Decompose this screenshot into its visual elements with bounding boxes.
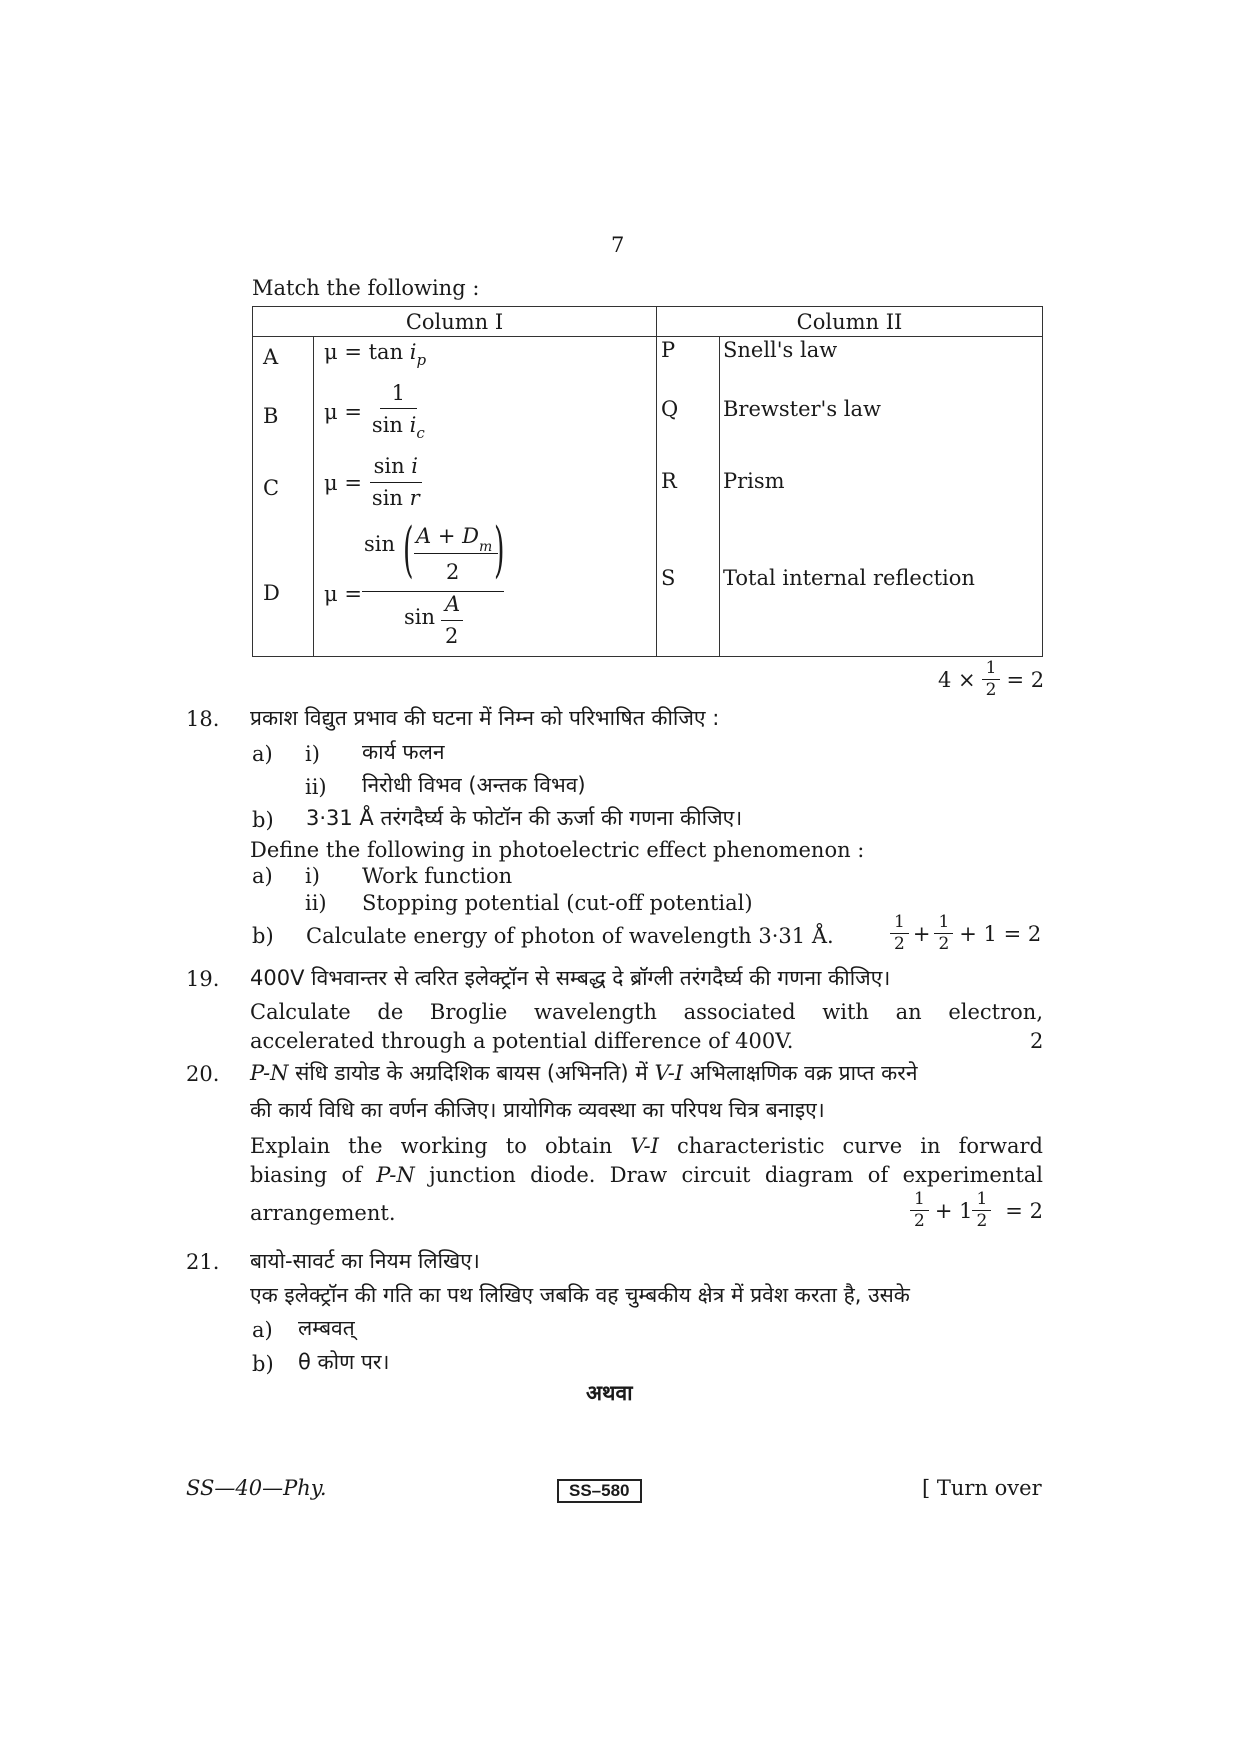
a-plus-d: A + D	[416, 524, 479, 548]
q19-number: 19.	[186, 967, 220, 991]
subscript-m: m	[478, 539, 493, 555]
bottom-fraction-bar	[441, 620, 463, 621]
text: characteristic curve in forward	[658, 1134, 1043, 1158]
numerator: 1	[982, 660, 1001, 680]
text: biasing of	[250, 1163, 377, 1187]
q21-b-text: θ कोण पर।	[298, 1350, 390, 1374]
q18-en-i-label: i)	[305, 864, 320, 888]
sin-text: sin	[371, 413, 403, 437]
label-a: A	[263, 345, 279, 369]
text: अभिलाक्षणिक वक्र प्राप्त करने	[683, 1061, 918, 1085]
numerator: 1	[890, 914, 909, 934]
marks-total: = 2	[1006, 667, 1045, 692]
footer-left: SS—40—Phy.	[186, 1476, 327, 1500]
numerator	[370, 456, 422, 483]
main-fraction-bar	[362, 591, 504, 592]
denominator: 2	[894, 934, 905, 954]
label-b: B	[263, 404, 279, 428]
q18-en-a-label: a)	[252, 864, 273, 888]
q21-hi-line1: बायो-सावर्ट का नियम लिखिए।	[250, 1249, 480, 1273]
marks-prefix: 4 ×	[938, 667, 976, 692]
numerator: 1	[380, 383, 417, 409]
q20-number: 20.	[186, 1062, 220, 1086]
sin-text: sin	[371, 486, 403, 510]
bottom-denominator-2: 2	[445, 624, 459, 648]
vi-term: V-I	[630, 1134, 659, 1158]
q18-en-i: Work function	[362, 864, 513, 888]
marks-q20	[908, 1191, 1043, 1230]
inner-fraction-bar	[414, 553, 498, 554]
numerator-a-plus-d	[416, 524, 492, 555]
q20-hi-line1	[250, 1059, 918, 1087]
right-label-cell	[657, 337, 720, 657]
text-brewsters-law: Brewster's law	[723, 397, 881, 421]
q21-b-label: b)	[252, 1352, 274, 1376]
i-var: i	[411, 454, 419, 478]
q18-en-b: Calculate energy of photon of wavelength 3·31 Å.	[306, 924, 834, 948]
q20-en-line3: arrangement.	[250, 1201, 396, 1225]
q18-en-stem: Define the following in photoelectric effect phenomenon :	[250, 838, 865, 862]
right-text-cell	[720, 337, 1043, 657]
q18-en-ii-label: ii)	[305, 891, 327, 915]
bottom-numerator-a: A	[445, 592, 461, 616]
label-s: S	[661, 566, 676, 590]
label-r: R	[661, 469, 677, 493]
marks-q17	[938, 660, 1044, 699]
left-label-cell	[253, 337, 314, 657]
marks-q18	[888, 914, 1041, 953]
half-fraction	[982, 660, 1001, 699]
marks-total: = 2	[1005, 1198, 1043, 1223]
column-ii-header: Column II	[657, 307, 1043, 337]
q19-en-line1: Calculate de Broglie wavelength associated with an electron,	[250, 1000, 1043, 1024]
formula-d-mu: μ =	[324, 582, 362, 606]
column-i-header: Column I	[253, 307, 657, 337]
r-var: r	[409, 486, 420, 510]
paren-open: (	[403, 515, 414, 585]
plus-sign: +	[912, 921, 931, 946]
label-p: P	[661, 338, 676, 362]
pn-term: P-N	[250, 1061, 289, 1085]
denominator: 2	[976, 1211, 988, 1231]
numerator: 1	[910, 1191, 929, 1211]
half-fraction	[972, 1191, 991, 1230]
q18-hi-i: कार्य फलन	[362, 740, 445, 764]
q20-hi-line2: की कार्य विधि का वर्णन कीजिए। प्रायोगिक व्यवस्था का परिपथ चित्र बनाइए।	[250, 1098, 825, 1122]
or-separator: अथवा	[586, 1381, 633, 1405]
q19-en-line2: accelerated through a potential difference of 400V.	[250, 1029, 794, 1053]
denominator: 2	[985, 680, 997, 700]
formula-a	[324, 340, 426, 369]
denominator	[368, 409, 429, 441]
label-d: D	[263, 581, 280, 605]
mu-symbol: μ =	[324, 340, 362, 364]
footer-code-box: SS–580	[557, 1479, 642, 1503]
q20-en-line1	[250, 1134, 1043, 1158]
q18-hi-b-label: b)	[252, 808, 274, 832]
label-c: C	[263, 476, 280, 500]
denominator: 2	[914, 1211, 925, 1231]
i-var: i	[409, 413, 417, 437]
q19-marks: 2	[1030, 1029, 1044, 1053]
page-number: 7	[611, 233, 625, 257]
tan-text: tan	[368, 340, 404, 364]
denominator: 2	[938, 934, 950, 954]
text-snells-law: Snell's law	[723, 338, 838, 362]
text: Explain the working to obtain	[250, 1134, 631, 1158]
fraction	[368, 383, 429, 441]
half-fraction	[890, 914, 909, 953]
formula-d-sin-top: sin	[364, 532, 396, 556]
subscript-c: c	[416, 424, 425, 442]
q21-a-text: लम्बवत्	[298, 1316, 355, 1340]
q20-en-line2	[250, 1163, 1043, 1187]
text-total-internal-reflection: Total internal reflection	[723, 566, 975, 590]
q18-hi-ii: निरोधी विभव (अन्तक विभव)	[362, 773, 586, 797]
i-var: i	[409, 340, 417, 364]
q18-hi-i-label: i)	[305, 742, 320, 766]
q19-hindi: 400V विभवान्तर से त्वरित इलेक्ट्रॉन से सम्बद्ध दे ब्रॉग्ली तरंगदैर्घ्य की गणना कीजिए।	[250, 966, 891, 990]
fraction	[368, 456, 424, 509]
footer-turn-over: [ Turn over	[922, 1476, 1042, 1500]
half-fraction	[934, 914, 953, 953]
q18-en-b-label: b)	[252, 924, 274, 948]
plus-one: + 1	[934, 1198, 973, 1223]
text: संधि डायोड के अग्रदिशिक बायस (अभिनति) में	[288, 1061, 655, 1085]
half-fraction	[910, 1191, 929, 1230]
q21-number: 21.	[186, 1250, 220, 1274]
q18-number: 18.	[186, 707, 220, 731]
marks-total: + 1 = 2	[959, 921, 1042, 946]
numerator: 1	[972, 1191, 991, 1211]
match-intro: Match the following :	[252, 276, 480, 300]
sin-text: sin	[373, 454, 405, 478]
text-prism: Prism	[723, 469, 785, 493]
text: junction diode. Draw circuit diagram of experimental	[414, 1163, 1044, 1187]
q21-a-label: a)	[252, 1318, 273, 1342]
formula-d-sin-bottom: sin	[404, 605, 436, 629]
formula-b	[324, 383, 431, 441]
numerator: 1	[934, 914, 953, 934]
q18-hi-a-label: a)	[252, 742, 273, 766]
label-q: Q	[661, 397, 679, 421]
denominator	[368, 483, 424, 509]
formula-c	[324, 456, 426, 509]
inner-denominator-2: 2	[446, 560, 460, 584]
pn-term: P-N	[376, 1163, 415, 1187]
subscript-p: p	[416, 351, 427, 369]
mu-symbol: μ =	[324, 400, 362, 424]
q18-hindi-stem: प्रकाश विद्युत प्रभाव की घटना में निम्न को परिभाषित कीजिए :	[250, 706, 720, 730]
q18-hi-ii-label: ii)	[305, 775, 327, 799]
q21-hi-line2: एक इलेक्ट्रॉन की गति का पथ लिखिए जबकि वह चुम्बकीय क्षेत्र में प्रवेश करता है, उसके	[250, 1283, 910, 1307]
q18-hi-b: 3·31 Å तरंगदैर्घ्य के फोटॉन की ऊर्जा की गणना कीजिए।	[306, 806, 743, 830]
vi-term: V-I	[654, 1061, 684, 1085]
paren-close: )	[494, 515, 505, 585]
mu-symbol: μ =	[324, 470, 362, 495]
q18-en-ii: Stopping potential (cut-off potential)	[362, 891, 753, 915]
